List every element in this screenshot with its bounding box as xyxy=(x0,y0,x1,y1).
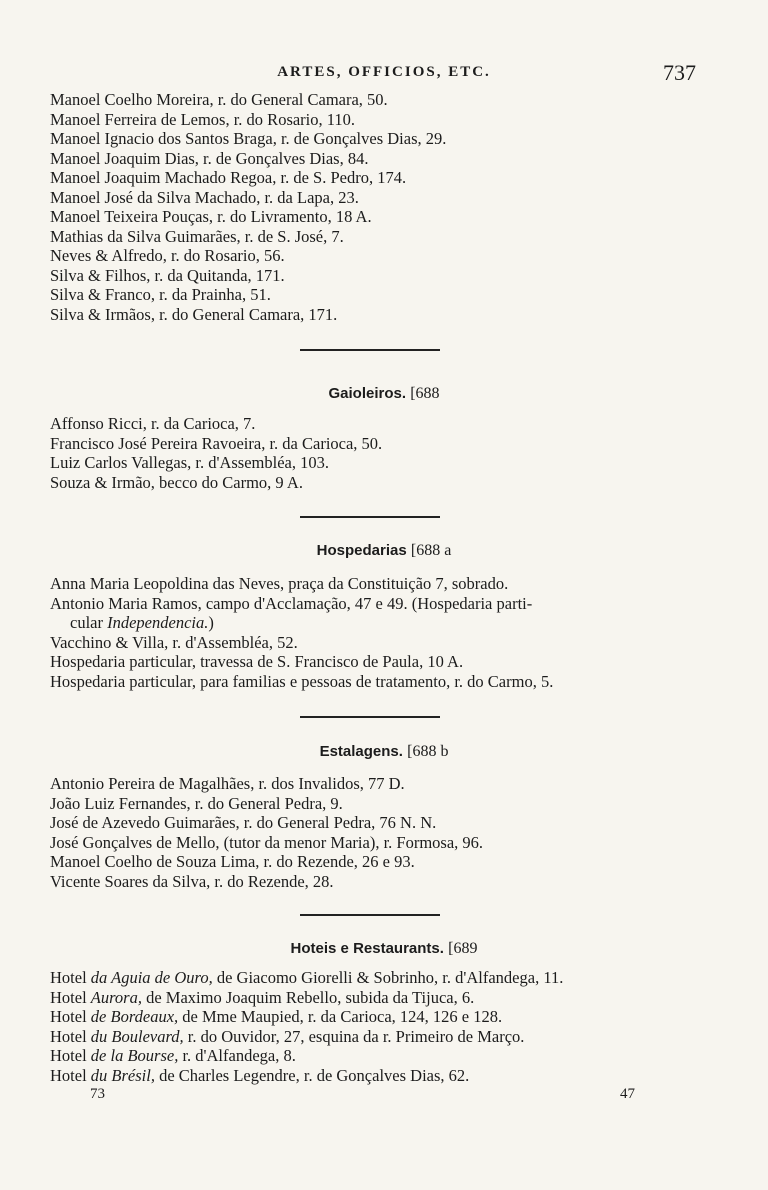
entry-italic-text: du Brésil, xyxy=(90,1065,155,1085)
section-divider xyxy=(300,516,440,518)
list-item xyxy=(50,988,700,1008)
section-code: [688 b xyxy=(407,743,449,760)
page-header xyxy=(0,60,768,90)
list-item: Mathias da Silva Guimarães, r. de S. José, 7. xyxy=(50,226,344,246)
list-item: Manoel Teixeira Pouças, r. do Livramento, 18 A. xyxy=(50,207,372,226)
entry-text: cular xyxy=(70,613,108,632)
list-item: Francisco José Pereira Ravoeira, r. da Carioca, 50. xyxy=(50,433,383,453)
entry-text: Hotel xyxy=(50,1065,91,1085)
entry-italic-text: du Boulevard, xyxy=(90,1026,184,1046)
continuation-list xyxy=(50,90,700,324)
entry-italic-text: Aurora, xyxy=(90,987,142,1007)
entry-italic-text: de Bordeaux, xyxy=(90,1007,179,1026)
section-code: [688 a xyxy=(410,542,452,559)
entry-text: r. d'Alfandega, 8. xyxy=(178,1046,296,1065)
entry-text: de Giacomo Giorelli & Sobrinho, r. d'Alfandega, 11. xyxy=(212,968,564,987)
list-item: Vicente Soares da Silva, r. do Rezende, 28. xyxy=(50,871,334,891)
section-divider xyxy=(300,914,440,916)
list-item xyxy=(50,1027,700,1047)
entry-text: de Mme Maupied, r. da Carioca, 124, 126 e 128. xyxy=(178,1007,503,1026)
list-item: Anna Maria Leopoldina das Neves, praça da Constituição 7, sobrado. xyxy=(50,574,509,593)
signature-mark-right: 47 xyxy=(620,1086,635,1102)
list-item xyxy=(50,1046,700,1066)
section-divider xyxy=(300,716,440,718)
section-divider xyxy=(300,349,440,351)
running-title: ARTES, OFFICIOS, ETC. xyxy=(277,64,491,80)
section-title: Gaioleiros. xyxy=(328,385,407,402)
entry-text: Hotel xyxy=(50,1026,91,1046)
entry-text: Hotel xyxy=(50,1046,91,1065)
section-code: [688 xyxy=(410,385,440,402)
entry-text: de Maximo Joaquim Rebello, subida da Tijuca, 6. xyxy=(141,987,475,1007)
list-item: Manoel Joaquim Machado Regoa, r. de S. Pedro, 174. xyxy=(50,168,407,187)
section-heading-hoteis xyxy=(0,940,768,958)
list-item: Luiz Carlos Vallegas, r. d'Assembléa, 103. xyxy=(50,453,329,472)
list-item: Neves & Alfredo, r. do Rosario, 56. xyxy=(50,246,285,265)
list-item: Vacchino & Villa, r. d'Assembléa, 52. xyxy=(50,632,298,652)
section-code: [689 xyxy=(448,940,478,957)
entry-text: Hotel xyxy=(50,987,91,1007)
gaioleiros-list xyxy=(50,414,700,492)
list-item: Silva & Irmãos, r. do General Camara, 171. xyxy=(50,304,338,324)
section-title: Estalagens. xyxy=(319,743,403,760)
list-item: Silva & Franco, r. da Prainha, 51. xyxy=(50,285,271,304)
section-heading-estalagens xyxy=(0,743,768,761)
list-item: Manoel José da Silva Machado, r. da Lapa, 23. xyxy=(50,187,359,207)
entry-text: Hotel xyxy=(50,1007,91,1026)
list-item xyxy=(50,968,700,988)
page-number: 737 xyxy=(663,60,696,85)
list-item: Silva & Filhos, r. da Quitanda, 171. xyxy=(50,265,285,285)
list-item: Souza & Irmão, becco do Carmo, 9 A. xyxy=(50,472,303,492)
list-item xyxy=(50,1066,700,1086)
list-item: José de Azevedo Guimarães, r. do General Pedra, 76 N. N. xyxy=(50,813,437,832)
entry-text: ) xyxy=(208,613,214,632)
entry-italic-text: Independencia. xyxy=(107,613,209,632)
entry-text: r. do Ouvidor, 27, esquina da r. Primeiro de Março. xyxy=(183,1026,525,1046)
list-item-continuation xyxy=(50,613,700,633)
entry-text: de Charles Legendre, r. de Gonçalves Dias, 62. xyxy=(154,1065,470,1085)
page-footer xyxy=(0,1086,768,1108)
list-item xyxy=(50,1007,700,1027)
section-heading-gaioleiros xyxy=(0,385,768,403)
list-item: João Luiz Fernandes, r. do General Pedra, 9. xyxy=(50,793,343,813)
list-item: Antonio Pereira de Magalhães, r. dos Invalidos, 77 D. xyxy=(50,774,405,793)
list-item: Manoel Coelho de Souza Lima, r. do Rezende, 26 e 93. xyxy=(50,852,415,871)
section-title: Hospedarias xyxy=(316,542,407,559)
entry-text: Hotel xyxy=(50,968,91,987)
list-item: Manoel Ferreira de Lemos, r. do Rosario, 110. xyxy=(50,109,356,129)
section-heading-hospedarias xyxy=(0,542,768,560)
list-item: Manoel Joaquim Dias, r. de Gonçalves Dias, 84. xyxy=(50,148,369,168)
list-item: Affonso Ricci, r. da Carioca, 7. xyxy=(50,414,256,433)
section-title: Hoteis e Restaurants. xyxy=(290,940,444,957)
list-item: José Gonçalves de Mello, (tutor da menor Maria), r. Formosa, 96. xyxy=(50,832,484,852)
list-item: Manoel Coelho Moreira, r. do General Camara, 50. xyxy=(50,90,388,109)
hoteis-list xyxy=(50,968,700,1085)
list-item: Antonio Maria Ramos, campo d'Acclamação, 47 e 49. (Hospedaria parti- xyxy=(50,593,533,613)
entry-italic-text: de la Bourse, xyxy=(90,1046,179,1065)
hospedarias-list xyxy=(50,574,700,691)
list-item: Hospedaria particular, travessa de S. Francisco de Paula, 10 A. xyxy=(50,652,464,671)
entry-italic-text: da Aguia de Ouro, xyxy=(90,968,213,987)
estalagens-list xyxy=(50,774,700,891)
signature-mark-left: 73 xyxy=(90,1086,105,1102)
list-item: Manoel Ignacio dos Santos Braga, r. de Gonçalves Dias, 29. xyxy=(50,129,447,148)
list-item: Hospedaria particular, para familias e pessoas de tratamento, r. do Carmo, 5. xyxy=(50,671,554,691)
